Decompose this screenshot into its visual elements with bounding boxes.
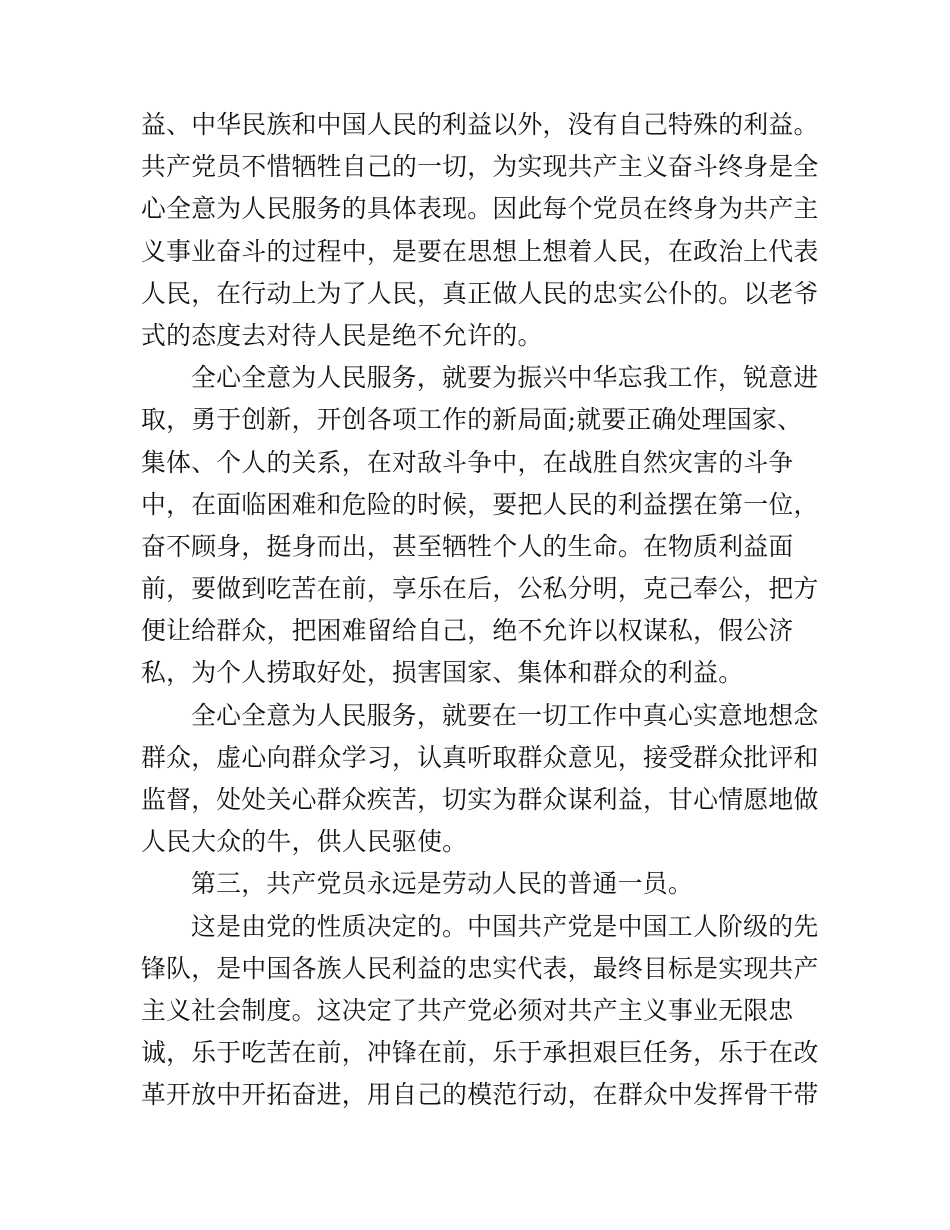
text-line: 群众，虚心向群众学习，认真听取群众意见，接受群众批评和 bbox=[141, 742, 819, 772]
document-body bbox=[141, 104, 819, 1117]
text-line: 第三，共产党员永远是劳动人民的普通一员。 bbox=[191, 869, 693, 899]
text-line: 式的态度去对待人民是绝不允许的。 bbox=[141, 320, 543, 350]
text-line: 人民，在行动上为了人民，真正做人民的忠实公仆的。以老爷 bbox=[141, 278, 819, 308]
text-line: 全心全意为人民服务，就要为振兴中华忘我工作，锐意进 bbox=[191, 363, 819, 393]
text-line: 心全意为人民服务的具体表现。因此每个党员在终身为共产主 bbox=[141, 194, 819, 224]
text-line: 义事业奋斗的过程中，是要在思想上想着人民，在政治上代表 bbox=[141, 236, 819, 266]
text-line: 共产党员不惜牺牲自己的一切，为实现共产主义奋斗终身是全 bbox=[141, 152, 819, 182]
text-line: 益、中华民族和中国人民的利益以外，没有自己特殊的利益。 bbox=[141, 110, 819, 139]
text-line: 奋不顾身，挺身而出，甚至牺牲个人的生命。在物质利益面 bbox=[141, 531, 794, 561]
text-line: 诚，乐于吃苦在前，冲锋在前，乐于承担艰巨任务，乐于在改 bbox=[141, 1038, 819, 1068]
text-line: 前，要做到吃苦在前，享乐在后，公私分明，克己奉公，把方 bbox=[141, 574, 819, 604]
text-line: 集体、个人的关系，在对敌斗争中，在战胜自然灾害的斗争 bbox=[141, 447, 794, 477]
text-line: 私，为个人捞取好处，损害国家、集体和群众的利益。 bbox=[141, 658, 744, 688]
text-line: 这是由党的性质决定的。中国共产党是中国工人阶级的先 bbox=[191, 911, 819, 941]
text-line: 便让给群众，把困难留给自己，绝不允许以权谋私，假公济 bbox=[141, 616, 794, 646]
text-line: 革开放中开拓奋进，用自己的模范行动，在群众中发挥骨干带 bbox=[141, 1080, 819, 1110]
text-line: 全心全意为人民服务，就要在一切工作中真心实意地想念 bbox=[191, 700, 819, 730]
text-line: 主义社会制度。这决定了共产党必须对共产主义事业无限忠 bbox=[141, 995, 794, 1025]
text-line: 监督，处处关心群众疾苦，切实为群众谋利益，甘心情愿地做 bbox=[141, 785, 819, 814]
text-line: 锋队，是中国各族人民利益的忠实代表，最终目标是实现共产 bbox=[141, 953, 819, 983]
text-line: 取，勇于创新，开创各项工作的新局面;就要正确处理国家、 bbox=[141, 405, 803, 435]
text-line: 人民大众的牛，供人民驱使。 bbox=[141, 827, 468, 857]
text-line: 中，在面临困难和危险的时候，要把人民的利益摆在第一位， bbox=[141, 489, 819, 519]
